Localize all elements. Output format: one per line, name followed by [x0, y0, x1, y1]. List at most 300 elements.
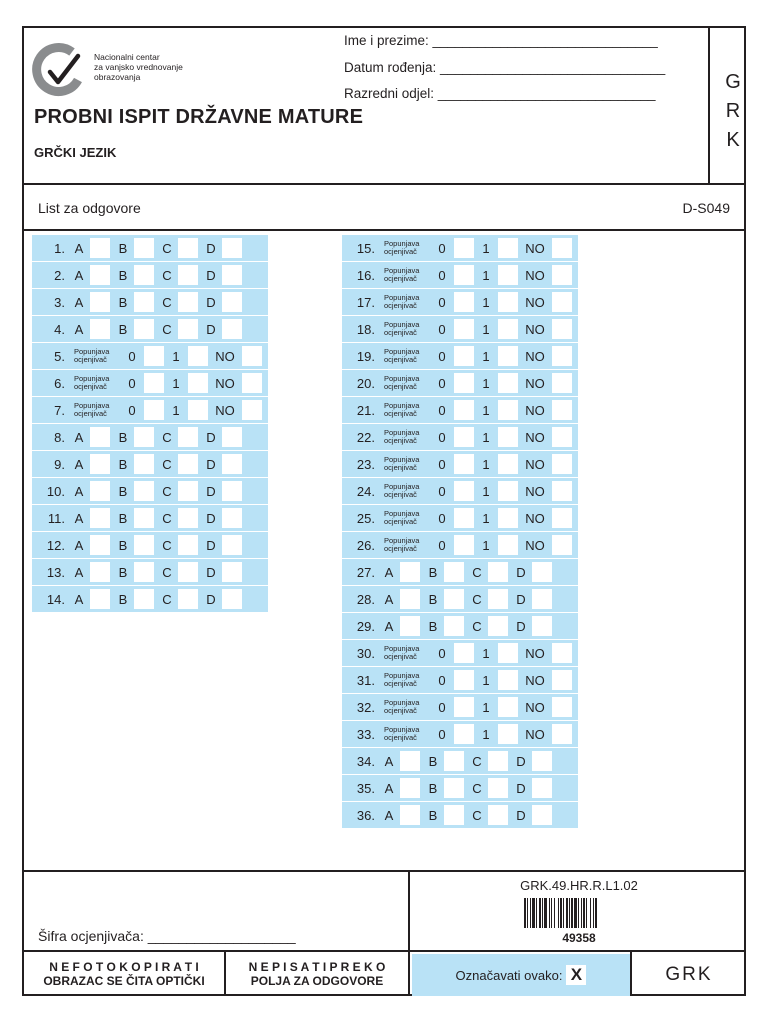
- grader-label: Popunjava ocjenjivač: [384, 401, 420, 418]
- answer-box[interactable]: [134, 265, 154, 285]
- question-number: 18.: [356, 321, 375, 337]
- answer-box[interactable]: [222, 589, 242, 609]
- grader-label: Popunjava ocjenjivač: [384, 671, 420, 688]
- answer-box[interactable]: [178, 292, 198, 312]
- answer-row: [342, 694, 578, 720]
- answer-box[interactable]: [134, 238, 154, 258]
- score-box[interactable]: [498, 697, 518, 717]
- score-no: [208, 373, 262, 393]
- answer-box[interactable]: [222, 292, 242, 312]
- score-box[interactable]: [552, 643, 572, 663]
- score-box[interactable]: [552, 508, 572, 528]
- score-0: [430, 400, 474, 420]
- score-box[interactable]: [552, 238, 572, 258]
- answer-box[interactable]: [444, 751, 464, 771]
- score-box[interactable]: [498, 724, 518, 744]
- score-label: 0: [128, 402, 136, 418]
- score-label: 1: [172, 348, 180, 364]
- score-box[interactable]: [242, 346, 262, 366]
- option-letter: B: [118, 294, 128, 310]
- answer-row: [32, 343, 268, 369]
- score-no: [518, 373, 572, 393]
- question-number: 7.: [54, 402, 65, 418]
- score-0: [430, 427, 474, 447]
- answer-box[interactable]: [90, 562, 110, 582]
- score-box[interactable]: [498, 535, 518, 555]
- option-b: [112, 319, 156, 339]
- answer-box[interactable]: [400, 616, 420, 636]
- score-box[interactable]: [552, 346, 572, 366]
- grader-label: Popunjava ocjenjivač: [384, 725, 420, 742]
- score-label: 0: [128, 375, 136, 391]
- score-box[interactable]: [498, 454, 518, 474]
- class-field[interactable]: Razredni odjel: _____________________________: [344, 86, 656, 101]
- option-letter: D: [206, 429, 216, 445]
- score-box[interactable]: [454, 697, 474, 717]
- form-code: GRK.49.HR.R.L1.02: [520, 878, 638, 893]
- answer-box[interactable]: [222, 454, 242, 474]
- option-letter: B: [118, 537, 128, 553]
- answer-box[interactable]: [488, 562, 508, 582]
- option-letter: C: [162, 456, 172, 472]
- option-letter: A: [74, 510, 84, 526]
- answer-box[interactable]: [222, 238, 242, 258]
- score-box[interactable]: [552, 697, 572, 717]
- question-number: 33.: [356, 726, 375, 742]
- score-box[interactable]: [188, 400, 208, 420]
- option-b: [112, 265, 156, 285]
- score-1: [474, 535, 518, 555]
- option-letter: C: [162, 564, 172, 580]
- score-label: 0: [438, 294, 446, 310]
- score-1: [474, 373, 518, 393]
- answer-row: [342, 586, 578, 612]
- grader-code-field[interactable]: Šifra ocjenjivača: ___________________: [38, 928, 296, 944]
- grader-label: Popunjava ocjenjivač: [384, 482, 420, 499]
- score-box[interactable]: [454, 454, 474, 474]
- answer-box[interactable]: [90, 481, 110, 501]
- option-c: [156, 454, 200, 474]
- answer-box[interactable]: [488, 805, 508, 825]
- answer-row: [32, 262, 268, 288]
- answer-box[interactable]: [178, 508, 198, 528]
- score-box[interactable]: [498, 265, 518, 285]
- option-c: [156, 319, 200, 339]
- option-letter: D: [516, 564, 526, 580]
- answer-box[interactable]: [90, 319, 110, 339]
- option-c: [156, 292, 200, 312]
- answer-box[interactable]: [90, 292, 110, 312]
- answer-box[interactable]: [444, 778, 464, 798]
- score-box[interactable]: [454, 643, 474, 663]
- answer-box[interactable]: [178, 481, 198, 501]
- score-box[interactable]: [188, 346, 208, 366]
- answer-box[interactable]: [134, 481, 154, 501]
- grader-label: Popunjava ocjenjivač: [384, 698, 420, 715]
- answer-box[interactable]: [444, 562, 464, 582]
- score-box[interactable]: [454, 400, 474, 420]
- answer-box[interactable]: [90, 427, 110, 447]
- score-label: 1: [482, 402, 490, 418]
- answer-box[interactable]: [400, 751, 420, 771]
- score-box[interactable]: [454, 724, 474, 744]
- question-number: 25.: [356, 510, 375, 526]
- option-letter: B: [428, 807, 438, 823]
- score-0: [430, 643, 474, 663]
- option-a: [378, 805, 422, 825]
- option-letter: B: [118, 267, 128, 283]
- option-letter: B: [118, 456, 128, 472]
- answer-box[interactable]: [532, 589, 552, 609]
- answer-row: [342, 316, 578, 342]
- score-label: 0: [438, 321, 446, 337]
- score-0: [430, 238, 474, 258]
- score-box[interactable]: [552, 319, 572, 339]
- score-label: NO: [525, 726, 545, 742]
- question-number: 9.: [54, 456, 65, 472]
- score-no: [208, 400, 262, 420]
- score-label: 1: [482, 726, 490, 742]
- answer-row: [32, 478, 268, 504]
- option-b: [422, 589, 466, 609]
- answer-box[interactable]: [178, 454, 198, 474]
- score-box[interactable]: [552, 535, 572, 555]
- option-a: [378, 751, 422, 771]
- answer-box[interactable]: [134, 562, 154, 582]
- option-letter: A: [74, 267, 84, 283]
- answer-box[interactable]: [444, 805, 464, 825]
- answer-box[interactable]: [134, 292, 154, 312]
- sheet-label: List za odgovore: [38, 200, 141, 216]
- question-number: 36.: [356, 807, 375, 823]
- score-box[interactable]: [454, 427, 474, 447]
- name-field[interactable]: Ime i prezime: ______________________________: [344, 33, 658, 48]
- option-b: [112, 292, 156, 312]
- option-letter: D: [206, 591, 216, 607]
- no-writing-warning: N E P I S A T I P R E K O POLJA ZA ODGOVORE: [248, 960, 386, 988]
- score-box[interactable]: [188, 373, 208, 393]
- option-letter: C: [472, 618, 482, 634]
- score-label: NO: [215, 402, 235, 418]
- score-box[interactable]: [454, 535, 474, 555]
- score-label: 0: [438, 483, 446, 499]
- score-box[interactable]: [552, 400, 572, 420]
- answer-box[interactable]: [90, 238, 110, 258]
- grader-label: Popunjava ocjenjivač: [384, 536, 420, 553]
- answer-row: [32, 505, 268, 531]
- answer-box[interactable]: [488, 778, 508, 798]
- answer-box[interactable]: [178, 319, 198, 339]
- score-no: [208, 346, 262, 366]
- answer-box[interactable]: [178, 562, 198, 582]
- score-box[interactable]: [454, 346, 474, 366]
- score-1: [474, 265, 518, 285]
- answer-box[interactable]: [222, 562, 242, 582]
- score-label: 0: [438, 267, 446, 283]
- option-letter: B: [428, 564, 438, 580]
- answer-row: [32, 559, 268, 585]
- answer-row: [32, 424, 268, 450]
- question-number: 28.: [356, 591, 375, 607]
- option-d: [200, 535, 244, 555]
- score-box[interactable]: [552, 481, 572, 501]
- score-box[interactable]: [454, 481, 474, 501]
- score-1: [474, 319, 518, 339]
- option-letter: D: [206, 321, 216, 337]
- birth-date-field[interactable]: Datum rođenja: ______________________________: [344, 60, 666, 75]
- score-box[interactable]: [454, 508, 474, 528]
- score-box[interactable]: [498, 292, 518, 312]
- option-letter: C: [162, 429, 172, 445]
- answer-box[interactable]: [178, 265, 198, 285]
- option-c: [466, 616, 510, 636]
- score-no: [518, 400, 572, 420]
- score-box[interactable]: [144, 400, 164, 420]
- answer-row: [342, 721, 578, 747]
- answer-row: [342, 667, 578, 693]
- question-number: 27.: [356, 564, 375, 580]
- answer-box[interactable]: [532, 778, 552, 798]
- score-label: NO: [525, 483, 545, 499]
- score-box[interactable]: [498, 427, 518, 447]
- score-box[interactable]: [498, 481, 518, 501]
- answer-box[interactable]: [222, 427, 242, 447]
- question-number: 6.: [54, 375, 65, 391]
- answer-box[interactable]: [222, 535, 242, 555]
- score-label: 0: [438, 375, 446, 391]
- score-box[interactable]: [498, 346, 518, 366]
- option-letter: A: [74, 294, 84, 310]
- score-label: 1: [482, 348, 490, 364]
- score-box[interactable]: [242, 400, 262, 420]
- answer-box[interactable]: [178, 589, 198, 609]
- option-a: [68, 481, 112, 501]
- option-letter: A: [384, 780, 394, 796]
- answer-row: [32, 532, 268, 558]
- answer-box[interactable]: [134, 319, 154, 339]
- option-letter: B: [118, 564, 128, 580]
- score-0: [120, 400, 164, 420]
- option-d: [200, 454, 244, 474]
- score-box[interactable]: [552, 427, 572, 447]
- answer-box[interactable]: [90, 589, 110, 609]
- score-0: [430, 373, 474, 393]
- score-1: [474, 346, 518, 366]
- score-box[interactable]: [454, 292, 474, 312]
- answer-box[interactable]: [400, 562, 420, 582]
- answer-box[interactable]: [134, 535, 154, 555]
- option-d: [200, 562, 244, 582]
- score-box[interactable]: [498, 373, 518, 393]
- question-number: 30.: [356, 645, 375, 661]
- option-letter: C: [472, 591, 482, 607]
- score-label: 1: [482, 267, 490, 283]
- score-box[interactable]: [242, 373, 262, 393]
- question-number: 26.: [356, 537, 375, 553]
- answer-box[interactable]: [488, 589, 508, 609]
- score-label: NO: [525, 294, 545, 310]
- answer-box[interactable]: [134, 454, 154, 474]
- question-number: 2.: [54, 267, 65, 283]
- answer-box[interactable]: [222, 508, 242, 528]
- score-box[interactable]: [552, 454, 572, 474]
- answer-box[interactable]: [90, 454, 110, 474]
- score-0: [120, 346, 164, 366]
- answer-box[interactable]: [178, 427, 198, 447]
- score-0: [430, 670, 474, 690]
- grader-label: Popunjava ocjenjivač: [384, 347, 420, 364]
- score-box[interactable]: [498, 508, 518, 528]
- option-letter: C: [472, 780, 482, 796]
- option-letter: D: [206, 564, 216, 580]
- score-label: 1: [482, 375, 490, 391]
- option-c: [156, 562, 200, 582]
- score-label: NO: [525, 375, 545, 391]
- option-c: [156, 508, 200, 528]
- score-no: [518, 427, 572, 447]
- score-box[interactable]: [552, 265, 572, 285]
- score-label: NO: [525, 537, 545, 553]
- score-box[interactable]: [498, 238, 518, 258]
- option-letter: C: [162, 591, 172, 607]
- score-1: [474, 670, 518, 690]
- option-letter: D: [206, 537, 216, 553]
- answer-box[interactable]: [222, 265, 242, 285]
- score-0: [430, 454, 474, 474]
- answer-box[interactable]: [90, 265, 110, 285]
- score-box[interactable]: [454, 373, 474, 393]
- score-box[interactable]: [454, 670, 474, 690]
- score-box[interactable]: [498, 643, 518, 663]
- score-label: 1: [482, 321, 490, 337]
- answer-box[interactable]: [400, 805, 420, 825]
- answer-row: [32, 235, 268, 261]
- option-a: [378, 589, 422, 609]
- score-label: NO: [215, 375, 235, 391]
- mark-example-box: X: [566, 965, 586, 985]
- answer-row: [342, 343, 578, 369]
- score-0: [430, 265, 474, 285]
- score-box[interactable]: [498, 400, 518, 420]
- score-box[interactable]: [498, 670, 518, 690]
- option-letter: C: [162, 294, 172, 310]
- answer-box[interactable]: [400, 778, 420, 798]
- answer-box[interactable]: [488, 616, 508, 636]
- grader-label: Popunjava ocjenjivač: [74, 401, 110, 418]
- score-box[interactable]: [454, 319, 474, 339]
- option-letter: A: [384, 753, 394, 769]
- answer-box[interactable]: [134, 589, 154, 609]
- answer-box[interactable]: [134, 508, 154, 528]
- answer-box[interactable]: [90, 535, 110, 555]
- answer-box[interactable]: [178, 535, 198, 555]
- score-box[interactable]: [552, 373, 572, 393]
- subject-code: GRK: [665, 964, 713, 985]
- answer-box[interactable]: [222, 481, 242, 501]
- divider: [24, 870, 744, 872]
- option-letter: A: [384, 807, 394, 823]
- answer-box[interactable]: [444, 589, 464, 609]
- answer-box[interactable]: [178, 238, 198, 258]
- option-a: [68, 238, 112, 258]
- score-no: [518, 535, 572, 555]
- option-letter: D: [206, 267, 216, 283]
- score-label: 0: [128, 348, 136, 364]
- answer-box[interactable]: [134, 427, 154, 447]
- answer-box[interactable]: [532, 616, 552, 636]
- question-number: 19.: [356, 348, 375, 364]
- option-letter: A: [74, 240, 84, 256]
- option-letter: A: [74, 456, 84, 472]
- organization-name: Nacionalni centar za vanjsko vrednovanje obrazovanja: [94, 52, 183, 82]
- score-label: 1: [482, 645, 490, 661]
- score-box[interactable]: [454, 238, 474, 258]
- answer-row: [342, 235, 578, 261]
- option-letter: A: [384, 591, 394, 607]
- score-box[interactable]: [144, 373, 164, 393]
- score-1: [164, 346, 208, 366]
- score-label: NO: [525, 321, 545, 337]
- option-d: [200, 265, 244, 285]
- score-label: 0: [438, 240, 446, 256]
- option-a: [68, 265, 112, 285]
- answer-box[interactable]: [90, 508, 110, 528]
- option-a: [378, 562, 422, 582]
- score-box[interactable]: [144, 346, 164, 366]
- score-label: 0: [438, 348, 446, 364]
- answer-box[interactable]: [400, 589, 420, 609]
- score-box[interactable]: [552, 670, 572, 690]
- score-label: 0: [438, 537, 446, 553]
- answer-box[interactable]: [488, 751, 508, 771]
- score-box[interactable]: [454, 265, 474, 285]
- question-number: 11.: [47, 510, 65, 526]
- answer-box[interactable]: [532, 562, 552, 582]
- answer-box[interactable]: [222, 319, 242, 339]
- score-box[interactable]: [552, 724, 572, 744]
- divider: [24, 229, 744, 231]
- score-0: [430, 724, 474, 744]
- score-label: 1: [482, 510, 490, 526]
- question-number: 17.: [356, 294, 375, 310]
- option-d: [200, 589, 244, 609]
- answer-box[interactable]: [532, 805, 552, 825]
- score-label: NO: [525, 267, 545, 283]
- option-letter: D: [206, 456, 216, 472]
- score-box[interactable]: [498, 319, 518, 339]
- score-no: [518, 724, 572, 744]
- score-box[interactable]: [552, 292, 572, 312]
- option-letter: D: [516, 753, 526, 769]
- question-number: 29.: [356, 618, 375, 634]
- score-0: [430, 508, 474, 528]
- answer-row: [342, 613, 578, 639]
- score-label: 1: [172, 402, 180, 418]
- question-number: 15.: [356, 240, 375, 256]
- option-c: [466, 589, 510, 609]
- question-number: 13.: [46, 564, 65, 580]
- score-no: [518, 346, 572, 366]
- option-b: [112, 589, 156, 609]
- score-1: [474, 697, 518, 717]
- score-label: 0: [438, 672, 446, 688]
- answer-box[interactable]: [532, 751, 552, 771]
- option-letter: B: [428, 780, 438, 796]
- answer-box[interactable]: [444, 616, 464, 636]
- score-1: [474, 508, 518, 528]
- marking-example: Označavati ovako: X: [412, 954, 630, 996]
- exam-title: PROBNI ISPIT DRŽAVNE MATURE: [34, 106, 364, 128]
